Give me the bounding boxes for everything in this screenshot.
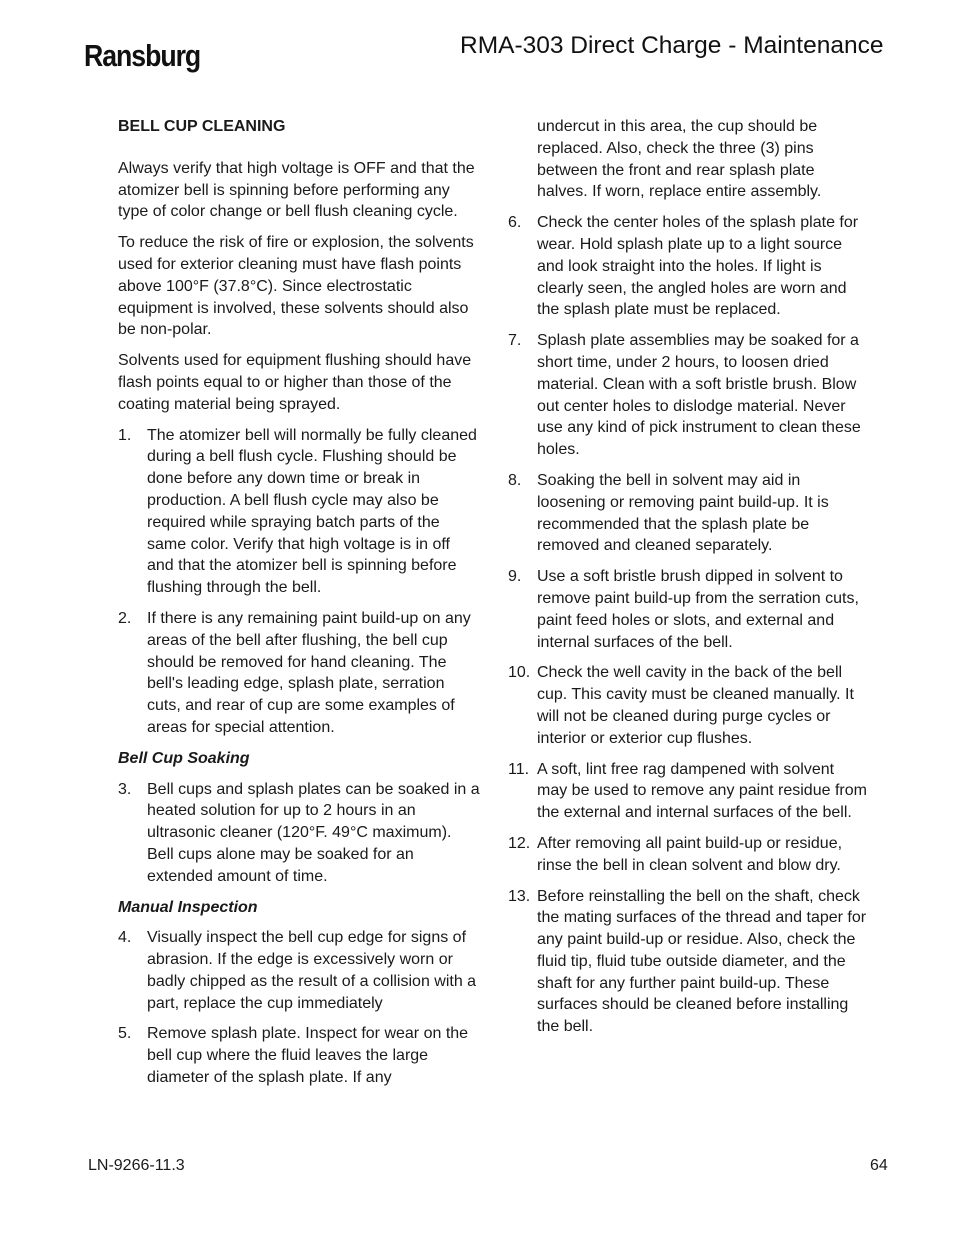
list-item-number: 6.: [508, 214, 522, 232]
subheading-bell-cup-soaking: Bell Cup Soaking: [118, 749, 250, 767]
document-title: RMA-303 Direct Charge - Maintenance: [460, 32, 884, 59]
left-column: [118, 116, 480, 1098]
list-item-text: Visually inspect the bell cup edge for signs of abrasion. If the edge is excessively worn or badly chipped as the result of a collision with a part, replace the cup immediately: [147, 929, 477, 1012]
list-item-number: 11.: [508, 760, 530, 778]
list-item-number: 4.: [118, 929, 132, 947]
list-item-number: 13.: [508, 887, 531, 905]
list-item-text: Bell cups and splash plates can be soaked in a heated solution for up to 2 hours in an ultrasonic cleaner (120°F. 49°C maximum). Bell cups alone may be soaked for an extended amount of time.: [147, 780, 480, 885]
list-item: [508, 759, 868, 824]
page-number: 64: [870, 1157, 888, 1174]
ransburg-logo: Ransburg: [84, 38, 201, 73]
list-item: [508, 566, 868, 653]
list-item-number: 9.: [508, 568, 522, 586]
list-item-number: 1.: [118, 426, 132, 444]
list-item-text: A soft, lint free rag dampened with solvent may be used to remove any paint residue from the external and internal surfaces of the bell.: [537, 760, 867, 822]
subheading-manual-inspection: Manual Inspection: [118, 898, 258, 916]
list-item-text: The atomizer bell will normally be fully cleaned during a bell flush cycle. Flushing should be done before any down time or break in production. A bell flush cycle may also be required while spraying batch parts of the same color. Verify that high voltage is in off and that the atomizer bell is spinning before flushing through the bell.: [147, 426, 477, 597]
document-number: LN-9266-11.3: [88, 1157, 185, 1174]
list-item-text: Check the well cavity in the back of the bell cup. This cavity must be cleaned manually. It will not be cleaned during purge cycles or interior or exterior cup flushes.: [537, 664, 854, 747]
list-item-number: 2.: [118, 609, 132, 627]
paragraph: Solvents used for equipment flushing should have flash points equal to or higher than those of the coating material being sprayed.: [118, 352, 472, 413]
list-item-continuation: undercut in this area, the cup should be replaced. Also, check the three (3) pins between the front and rear splash plate halves. If worn, replace entire assembly.: [537, 118, 822, 201]
list-item: [118, 927, 480, 1014]
list-item: [508, 662, 868, 749]
list-item-text: Splash plate assemblies may be soaked for a short time, under 2 hours, to loosen dried material. Clean with a soft bristle brush. Blow out center holes to dislodge material. Never use any kind of pick instrument to clean these holes.: [537, 332, 861, 459]
paragraph: Always verify that high voltage is OFF and that the atomizer bell is spinning before performing any type of color change or bell flush cleaning cycle.: [118, 159, 475, 221]
list-item-number: 3.: [118, 780, 132, 798]
list-item-text: Check the center holes of the splash plate for wear. Hold splash plate up to a light source and look straight into the holes. If light is clearly seen, the angled holes are worn and the splash plate must be replaced.: [537, 214, 859, 319]
list-item-number: 7.: [508, 332, 522, 350]
list-item-text: Use a soft bristle brush dipped in solvent to remove paint build-up from the serration cuts, paint feed holes or slots, and external and internal surfaces of the bell.: [537, 568, 859, 651]
list-item: [508, 886, 868, 1039]
list-item-text: Before reinstalling the bell on the shaft, check the mating surfaces of the thread and taper for any paint build-up or residue. Also, check the fluid tip, fluid tube outside diameter, and the shaft for any further paint build-up. These surfaces should be cleaned before installing the bell.: [537, 887, 867, 1036]
list-item: [508, 470, 868, 557]
list-item-number: 5.: [118, 1025, 132, 1043]
list-item-text: Soaking the bell in solvent may aid in loosening or removing paint build-up. It is recommended that the splash plate be removed and cleaned separately.: [537, 471, 829, 555]
list-item: [118, 1023, 480, 1088]
list-item: [508, 833, 868, 877]
list-item: [118, 608, 480, 739]
list-item: [508, 212, 868, 321]
list-item: [118, 779, 480, 888]
list-item: [118, 425, 480, 599]
list-item-text: Remove splash plate. Inspect for wear on the bell cup where the fluid leaves the large diameter of the splash plate. If any: [147, 1025, 469, 1087]
list-item: [508, 330, 868, 461]
list-item-number: 12.: [508, 834, 531, 852]
paragraph: To reduce the risk of fire or explosion, the solvents used for exterior cleaning must have flash points above 100°F (37.8°C). Since electrostatic equipment is involved, these solvents should also be non-polar.: [118, 234, 474, 339]
section-heading: BELL CUP CLEANING: [118, 118, 286, 135]
list-item-text: If there is any remaining paint build-up on any areas of the bell after flushing, the bell cup should be removed for hand cleaning. The bell's leading edge, splash plate, serration cuts, and rear of cup are some examples of areas for special attention.: [147, 609, 471, 736]
list-item-text: After removing all paint build-up or residue, rinse the bell in clean solvent and blow dry.: [537, 834, 843, 874]
right-column: [508, 116, 868, 1047]
list-item-number: 10.: [508, 664, 531, 682]
list-item-number: 8.: [508, 471, 522, 489]
